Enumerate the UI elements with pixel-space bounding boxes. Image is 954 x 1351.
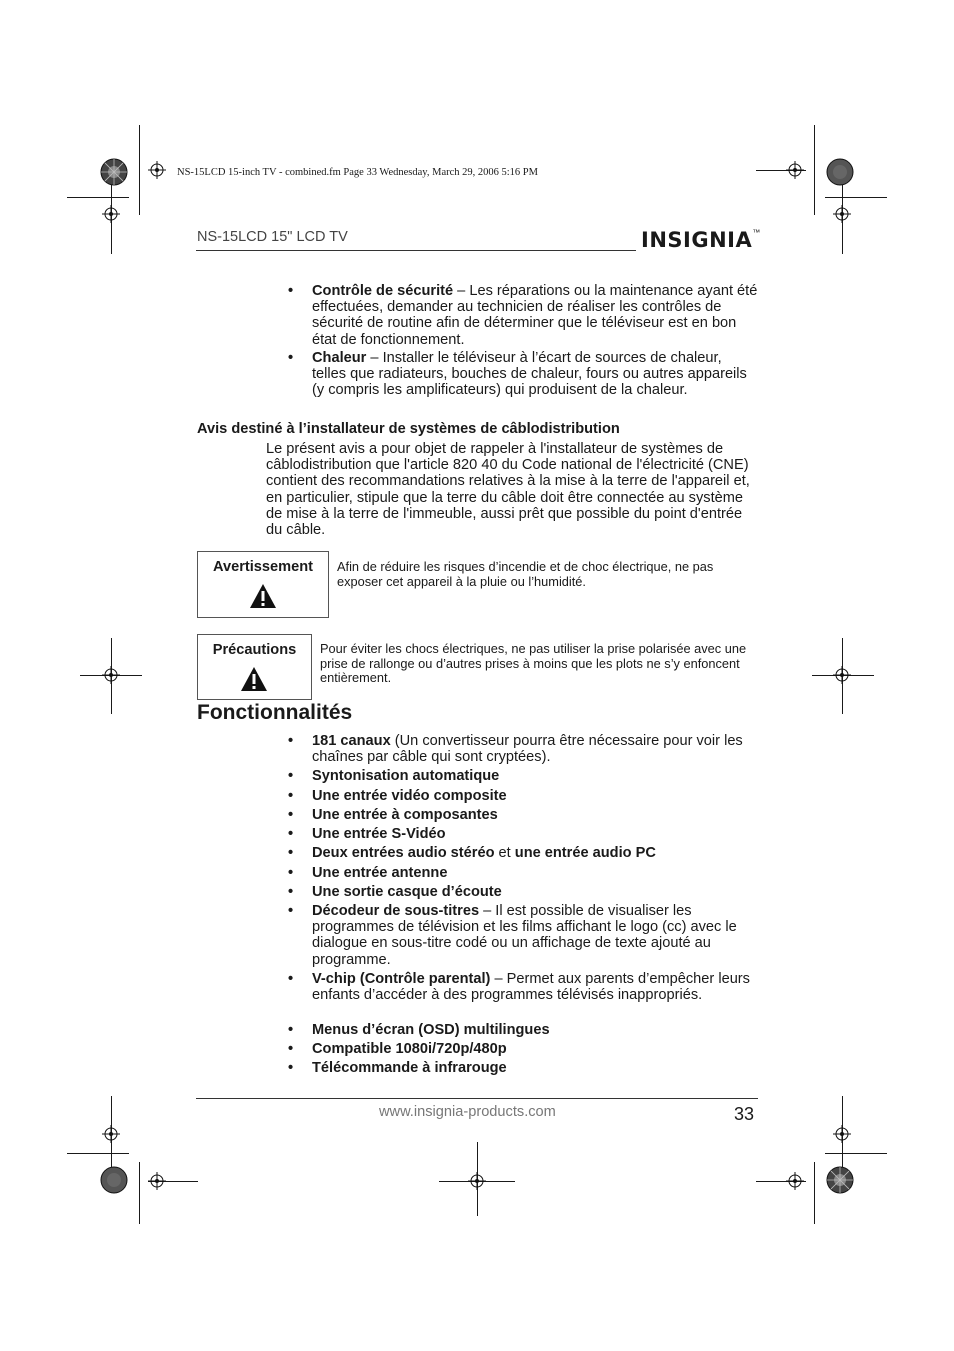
bullet-icon: •	[288, 884, 294, 900]
item-title: Menus d’écran (OSD) multilingues	[312, 1022, 550, 1038]
insignia-logo	[641, 228, 760, 252]
crosshair-icon	[102, 666, 120, 684]
crosshair-icon	[148, 1172, 166, 1190]
item-title: Une entrée à composantes	[312, 807, 498, 823]
crosshair-icon	[786, 161, 804, 179]
bullet-icon: •	[288, 1022, 294, 1038]
warning-triangle-icon	[249, 583, 277, 609]
item-title: Deux entrées audio stéréo	[312, 845, 495, 861]
header-divider	[196, 250, 636, 251]
bullet-icon: •	[288, 826, 294, 842]
section-subheading: Avis destiné à l’installateur de systèmes de câblodistribution	[197, 421, 620, 437]
item-text: – Permet aux parents d’empêcher leurs enfants d’accéder à des programmes télévisés inappropriés.	[312, 971, 750, 1004]
item-title: Télécommande à infrarouge	[312, 1060, 507, 1076]
crosshair-icon	[102, 205, 120, 223]
page-number: 33	[734, 1104, 755, 1124]
warning-label: Avertissement	[212, 559, 314, 575]
item-text: et	[494, 845, 515, 861]
caution-text: Pour éviter les chocs électriques, ne pas utiliser la prise polarisée avec une prise de rallonge ou d’autres prises à moins que les plots ne s’y enfoncent entièrement.	[320, 641, 747, 685]
footer-url: www.insignia-products.com	[379, 1104, 556, 1120]
registration-rosette-icon	[826, 1166, 854, 1194]
bullet-icon: •	[288, 845, 294, 861]
item-text: – Les réparations ou la maintenance ayant été effectuées, demander au technicien de réaliser les contrôles de sécurité de routine afin de déterminer que le téléviseur est en bon état de fonctionnement.	[312, 283, 758, 348]
crosshair-icon	[786, 1172, 804, 1190]
item-text: – Installer le téléviseur à l’écart de sources de chaleur, telles que radiateurs, bouches de chaleur, fours ou autres appareils (y compris les amplificateurs) qui produisent de la chaleur.	[312, 350, 747, 399]
crosshair-icon	[833, 666, 851, 684]
bullet-icon: •	[288, 733, 294, 749]
item-text: – Il est possible de visualiser les programmes de télévision et les films affichant le logo (cc) avec le dialogue en sous-titre codé ou un affichage de texte ajouté au programme.	[312, 903, 737, 968]
item-title: 181 canaux	[312, 733, 391, 749]
list-item	[288, 350, 758, 416]
item-title: V-chip (Contrôle parental)	[312, 971, 491, 987]
footer-divider	[196, 1098, 758, 1099]
warning-triangle-icon	[240, 666, 268, 692]
crosshair-icon	[833, 205, 851, 223]
caution-label: Précautions	[212, 642, 297, 658]
item-title: Contrôle de sécurité	[312, 283, 454, 299]
registration-rosette-icon	[100, 1166, 128, 1194]
page-header-title: NS-15LCD 15" LCD TV	[197, 229, 348, 245]
item-text: (Un convertisseur pourra être nécessaire pour voir les chaînes par câble qui sont cryptées).	[312, 733, 743, 766]
bullet-icon: •	[288, 788, 294, 804]
registration-rosette-icon	[100, 158, 128, 186]
bullet-icon: •	[288, 283, 294, 299]
section-title: Fonctionnalités	[197, 701, 353, 724]
item-title: Une entrée S-Vidéo	[312, 826, 446, 842]
item-title: Décodeur de sous-titres	[312, 903, 480, 919]
crosshair-icon	[833, 1125, 851, 1143]
crosshair-icon	[148, 161, 166, 179]
item-title: Une entrée antenne	[312, 865, 448, 881]
bullet-icon: •	[288, 1060, 294, 1076]
item-title: Une sortie casque d’écoute	[312, 884, 502, 900]
item-title: Compatible 1080i/720p/480p	[312, 1041, 507, 1057]
bullet-icon: •	[288, 903, 294, 919]
logo-trademark: ™	[752, 228, 761, 237]
bullet-icon: •	[288, 971, 294, 987]
bullet-icon: •	[288, 768, 294, 784]
file-info: NS-15LCD 15-inch TV - combined.fm Page 33 Wednesday, March 29, 2006 5:16 PM	[177, 167, 538, 178]
bullet-icon: •	[288, 865, 294, 881]
bullet-icon: •	[288, 807, 294, 823]
logo-text: INSIGNIA	[641, 228, 753, 252]
item-title: Syntonisation automatique	[312, 768, 500, 784]
registration-rosette-icon	[826, 158, 854, 186]
bullet-icon: •	[288, 350, 294, 366]
bullet-icon: •	[288, 1041, 294, 1057]
crosshair-icon	[102, 1125, 120, 1143]
item-title-2: une entrée audio PC	[514, 845, 656, 861]
item-title: Chaleur	[312, 350, 367, 366]
crosshair-icon	[468, 1172, 486, 1190]
caution-box	[197, 634, 312, 700]
warning-text: Afin de réduire les risques d’incendie et de choc électrique, ne pas exposer cet appareil à la pluie ou l’humidité.	[337, 559, 714, 589]
warning-box	[197, 551, 329, 618]
item-title: Une entrée vidéo composite	[312, 788, 507, 804]
list-item	[288, 283, 758, 349]
paragraph: Le présent avis a pour objet de rappeler à l'installateur de systèmes de câblodistribution que l'article 820 40 du Code national de l'électricité (CNE) contient des recommandations relatives à la mise à la terre de l'appareil et, en particulier, stipule que la terre du câble doit être connectée au système de mise à la terre de l'immeuble, aussi prêt que possible du point d'entrée du câble.	[266, 441, 750, 539]
